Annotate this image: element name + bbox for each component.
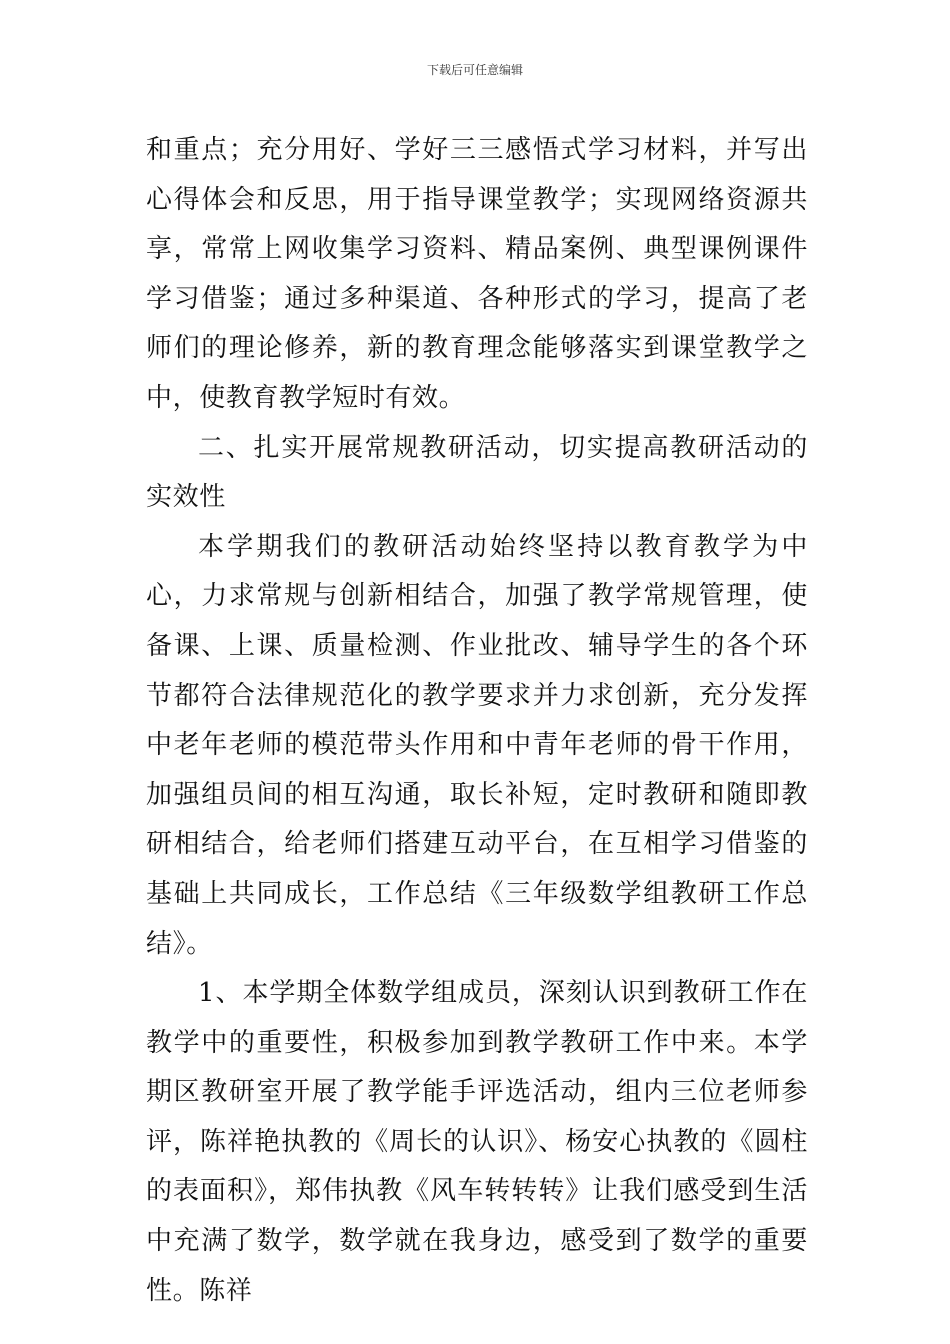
paragraph-continued: 和重点；充分用好、学好三三感悟式学习材料，并写出心得体会和反思，用于指导课堂教学；实现网络资源共享，常常上网收集学习资料、精品案例、典型课例课件学习借鉴；通过多种渠道、各种形式的学习，提高了老师们的理论修养，新的教育理念能够落实到课堂教学之中，使教育教学短时有效。: [146, 135, 808, 413]
section-heading: 二、扎实开展常规教研活动，切实提高教研活动的实效性: [146, 432, 808, 513]
page-header: 下载后可任意编辑: [426, 63, 523, 77]
paragraph: 1、本学期全体数学组成员，深刻认识到教研工作在教学中的重要性，积极参加到教学教研工作中来。本学期区教研室开展了教学能手评选活动，组内三位老师参评，陈祥艳执教的《周长的认识》、杨安心执教的《圆柱的表面积》，郑伟执教《风车转转转》让我们感受到生活中充满了数学，数学就在我身边，感受到了数学的重要性。陈祥: [146, 978, 808, 1306]
document-body: [146, 126, 808, 1316]
paragraph: 本学期我们的教研活动始终坚持以教育教学为中心，力求常规与创新相结合，加强了教学常规管理，使备课、上课、质量检测、作业批改、辅导学生的各个环节都符合法律规范化的教学要求并力求创新，充分发挥中老年老师的模范带头作用和中青年老师的骨干作用，加强组员间的相互沟通，取长补短，定时教研和随即教研相结合，给老师们搭建互动平台，在互相学习借鉴的基础上共同成长，工作总结《三年级数学组教研工作总结》。: [146, 531, 808, 959]
